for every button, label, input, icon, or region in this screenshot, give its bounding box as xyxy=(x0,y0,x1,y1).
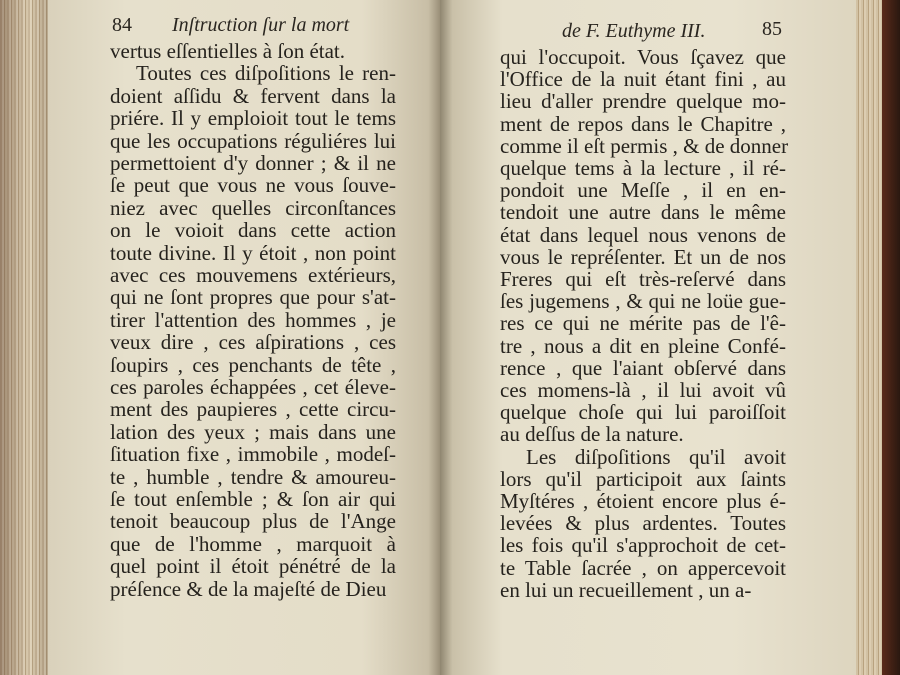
text-line: quelque choſe qui lui paroiſſoit xyxy=(500,400,786,425)
text-line: ment des paupieres , cette circu- xyxy=(110,397,396,422)
text-line: Les diſpoſitions qu'il avoit xyxy=(526,444,786,469)
text-line: on le voioit dans cette action xyxy=(110,218,396,243)
text-line: avec ces mouvemens extérieurs, xyxy=(110,263,396,287)
right-running-head xyxy=(562,20,705,43)
text-line: te , humble , tendre & amoureu- xyxy=(110,464,396,489)
text-line: rence , que l'aiant obſervé dans xyxy=(500,355,786,380)
text-line: ſituation fixe , immobile , modeſ- xyxy=(110,442,396,467)
text-line: ces momens-là , il lui avoit vû xyxy=(500,378,786,402)
text-line: les fois qu'il s'approchoit de cet- xyxy=(500,533,786,558)
text-line: toute divine. Il y étoit , non point xyxy=(110,240,396,265)
text-line: quel point il étoit pénétré de la xyxy=(110,554,396,579)
book-page-edges-right xyxy=(856,0,882,675)
text-line: état dans lequel nous venons de xyxy=(500,222,786,247)
text-line: Toutes ces diſpoſitions le ren- xyxy=(136,61,396,86)
book-cover xyxy=(882,0,900,675)
text-line: préſence & de la majeſté de Dieu xyxy=(110,576,387,601)
text-line: que de l'homme , marquoit à xyxy=(110,531,396,556)
text-line: pondoit une Meſſe , il en en- xyxy=(500,178,786,203)
text-line: Myſtéres , étoient encore plus é- xyxy=(500,489,786,513)
text-line: niez avec quelles circonſtances xyxy=(110,195,396,220)
text-line: lieu d'aller prendre quelque mo- xyxy=(500,89,786,114)
text-line: vous le repréſenter. Et un de nos xyxy=(500,244,786,269)
text-line: res ce qui ne mérite pas de l'ê- xyxy=(500,311,786,336)
text-line: quelque tems à la lecture , il ré- xyxy=(500,156,786,180)
text-line: ſoupirs , ces penchants de tête , xyxy=(110,352,396,377)
text-line: ſes jugemens , & qui ne loüe gue- xyxy=(500,289,786,314)
text-line: priére. Il y emploioit tout le tems xyxy=(110,106,396,131)
text-line: veux dire , ces aſpirations , ces xyxy=(110,330,396,355)
text-line: qui l'occupoit. Vous ſçavez que xyxy=(500,45,786,69)
right-running-head-text: de F. Euthyme III. xyxy=(562,20,706,42)
text-line: lation des yeux ; mais dans une xyxy=(110,419,396,444)
text-line: comme il eſt permis , & de donner xyxy=(500,133,789,158)
text-line: qui ne ſont propres que pour s'at- xyxy=(110,285,396,310)
text-line: ſe peut que vous ne vous ſouve- xyxy=(110,173,396,198)
text-line: lors qu'il participoit aux ſaints xyxy=(500,466,786,491)
text-line: permettoient d'y donner ; & il ne xyxy=(110,151,396,175)
text-line: ſe tout enſemble ; & ſon air qui xyxy=(110,487,396,511)
right-page-number: 85 xyxy=(762,18,782,40)
text-line: te Table ſacrée , on appercevoit xyxy=(500,555,786,580)
text-line: en lui un recueillement , un a- xyxy=(500,577,752,602)
text-line: tendoit une autre dans le même xyxy=(500,200,786,225)
text-line: ces paroles échappées , cet éleve- xyxy=(110,375,396,399)
text-line: Freres qui eſt très-reſervé dans xyxy=(500,267,786,291)
left-page-number: 84 xyxy=(112,14,132,36)
text-line: tre , nous a dit en pleine Confé- xyxy=(500,333,786,358)
text-line: ment de repos dans le Chapitre , xyxy=(500,111,786,136)
text-line: que les occupations réguliéres lui xyxy=(110,128,396,153)
text-line: tenoit beaucoup plus de l'Ange xyxy=(110,509,396,534)
text-line: levées & plus ardentes. Toutes xyxy=(500,511,786,536)
left-running-head-text: Inſtruction ſur la mort xyxy=(172,14,350,36)
book-page-edges-left xyxy=(0,0,48,675)
text-line: tirer l'attention des hommes , je xyxy=(110,307,396,332)
left-running-head xyxy=(172,14,349,37)
text-line: au deſſus de la nature. xyxy=(500,422,684,447)
text-line: vertus eſſentielles à ſon état. xyxy=(110,39,345,63)
text-line: l'Office de la nuit étant fini , au xyxy=(500,67,786,92)
text-line: doient aſſidu & fervent dans la xyxy=(110,83,396,108)
